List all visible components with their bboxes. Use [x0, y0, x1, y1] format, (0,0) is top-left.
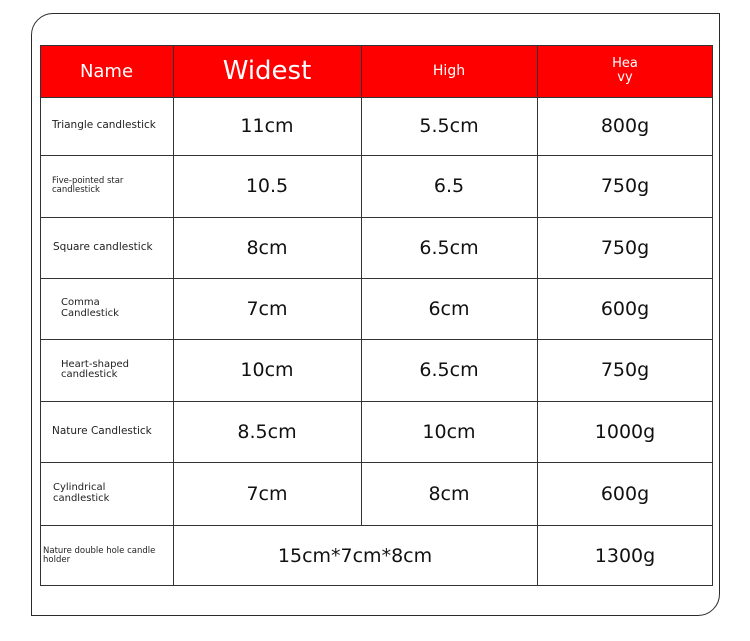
divider	[361, 45, 362, 525]
row-6-high	[361, 401, 537, 462]
row-6-heavy	[537, 401, 713, 462]
row-5-high-value: 6.5cm	[419, 359, 479, 381]
candlestick-spec-table	[40, 45, 713, 586]
row-7-name-line1: Cylindrical	[53, 482, 106, 493]
row-6-name-label: Nature Candlestick	[52, 424, 152, 437]
row-5-name	[61, 339, 173, 401]
row-3-high	[361, 217, 537, 278]
row-1-widest	[173, 97, 361, 155]
row-1-name-label: Triangle candlestick	[52, 119, 156, 132]
row-2-high	[361, 155, 537, 217]
divider	[712, 45, 713, 586]
row-8-dimensions	[173, 525, 537, 586]
divider	[40, 97, 713, 98]
row-5-heavy	[537, 339, 713, 401]
header-heavy-line2: vy	[617, 70, 633, 85]
row-6-name	[52, 401, 173, 462]
row-5-name-line2: candlestick	[61, 369, 118, 380]
row-1-heavy-value: 800g	[600, 115, 650, 137]
row-5-widest	[173, 339, 361, 401]
divider	[40, 45, 713, 46]
row-3-heavy	[537, 217, 713, 278]
header-widest-label: Widest	[222, 56, 312, 86]
row-3-widest	[173, 217, 361, 278]
row-1-high-value: 5.5cm	[419, 115, 479, 137]
divider	[40, 339, 713, 340]
row-4-heavy-value: 600g	[600, 297, 650, 320]
row-3-heavy-value: 750g	[600, 236, 650, 259]
row-5-heavy-value: 750g	[600, 359, 650, 381]
row-7-name-line2: candlestick	[53, 492, 110, 504]
divider	[537, 45, 538, 586]
divider	[40, 217, 713, 218]
row-7-high	[361, 462, 537, 525]
row-2-widest	[173, 155, 361, 217]
row-3-widest-value: 8cm	[246, 236, 288, 259]
row-4-name	[61, 278, 173, 339]
divider	[40, 462, 713, 463]
row-2-name-line2: candlestick	[52, 185, 100, 195]
row-7-widest	[173, 462, 361, 525]
row-2-high-value: 6.5	[433, 175, 465, 197]
header-heavy	[537, 45, 713, 97]
row-4-name-line2: Candlestick	[61, 307, 119, 319]
divider	[40, 278, 713, 279]
row-2-heavy-value: 750g	[600, 175, 650, 197]
row-1-name	[52, 97, 173, 155]
row-4-widest-value: 7cm	[246, 297, 288, 320]
row-2-name	[52, 155, 173, 217]
row-5-widest-value: 10cm	[240, 359, 294, 381]
row-6-high-value: 10cm	[422, 420, 476, 443]
row-3-name	[53, 217, 173, 278]
divider	[40, 585, 713, 586]
row-1-widest-value: 11cm	[240, 115, 294, 137]
row-4-high	[361, 278, 537, 339]
divider	[173, 45, 174, 586]
row-7-high-value: 8cm	[428, 482, 470, 505]
row-1-high	[361, 97, 537, 155]
divider	[40, 155, 713, 156]
header-high	[361, 45, 537, 97]
row-4-widest	[173, 278, 361, 339]
divider	[40, 525, 713, 526]
row-7-heavy-value: 600g	[600, 482, 650, 505]
row-7-widest-value: 7cm	[246, 482, 288, 505]
header-heavy-line1: Hea	[612, 55, 638, 71]
row-8-heavy-value: 1300g	[594, 544, 656, 567]
row-6-widest	[173, 401, 361, 462]
header-high-label: High	[432, 63, 466, 79]
row-7-heavy	[537, 462, 713, 525]
row-6-heavy-value: 1000g	[594, 420, 656, 443]
row-5-high	[361, 339, 537, 401]
header-widest	[173, 45, 361, 97]
header-name	[40, 45, 173, 97]
row-3-name-label: Square candlestick	[53, 240, 153, 253]
row-4-name-line1: Comma	[61, 297, 100, 308]
row-5-name-line1: Heart-shaped	[61, 358, 129, 370]
row-2-heavy	[537, 155, 713, 217]
row-2-widest-value: 10.5	[245, 175, 289, 197]
row-8-heavy	[537, 525, 713, 586]
row-4-heavy	[537, 278, 713, 339]
row-3-high-value: 6.5cm	[419, 236, 479, 259]
row-8-dimensions-value: 15cm*7cm*8cm	[277, 544, 433, 567]
header-name-label: Name	[79, 60, 134, 82]
divider	[40, 401, 713, 402]
row-1-heavy	[537, 97, 713, 155]
row-2-name-line1: Five-pointed star	[52, 176, 124, 187]
row-4-high-value: 6cm	[428, 297, 470, 320]
row-8-name	[43, 525, 173, 586]
row-6-widest-value: 8.5cm	[237, 420, 297, 443]
row-8-name-line1: Nature double hole candle	[43, 545, 156, 556]
divider	[40, 45, 41, 586]
row-8-name-line2: holder	[43, 554, 71, 565]
row-7-name	[53, 462, 173, 525]
